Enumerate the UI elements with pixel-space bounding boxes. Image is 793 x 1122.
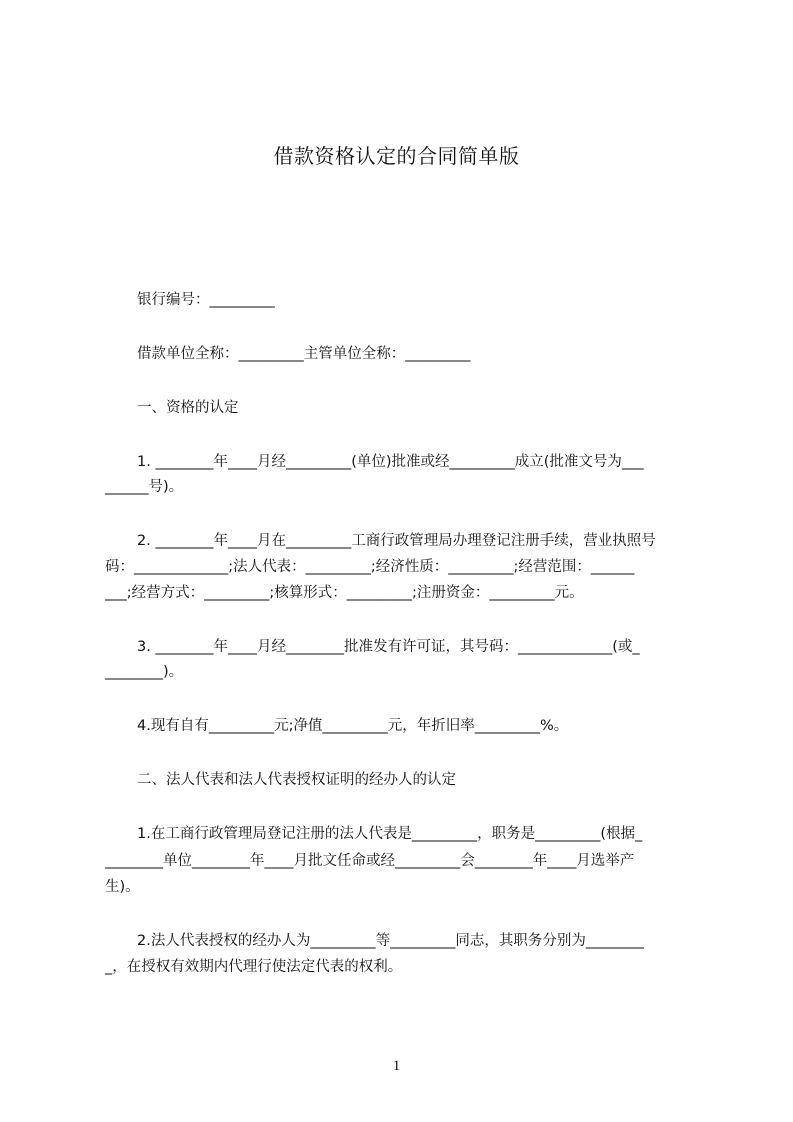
section-2-item-2-line-2: _，在授权有效期内代理行使法定代表的权利。 bbox=[105, 959, 403, 975]
section-2-item-1-line-1: 1.在工商行政管理局登记注册的法人代表是_________，职务是_________(根据_ bbox=[137, 826, 643, 842]
section-1-item-3-line-1: 3. ________年____月经________批准发有许可证，其号码：_____________(或_ bbox=[137, 639, 640, 655]
section-1-item-1-line-2: ______号)。 bbox=[105, 479, 184, 495]
section-2-heading: 二、法人代表和法人代表授权证明的经办人的认定 bbox=[137, 772, 456, 788]
document-title: 借款资格认定的合同简单版 bbox=[273, 144, 520, 168]
section-1-item-4-line-1: 4.现有自有_________元;净值_________元，年折旧率_________%。 bbox=[137, 718, 569, 734]
section-1-item-2-line-2: 码：_____________;法人代表：_________;经济性质：_________;经营范围：______ bbox=[105, 559, 635, 575]
section-2-item-2-line-1: 2.法人代表授权的经办人为_________等_________同志，其职务分别为________ bbox=[137, 933, 644, 949]
section-2-item-1-line-3: 生)。 bbox=[105, 879, 140, 895]
section-2-item-1-line-2: ________单位________年____月批文任命或经_________会________年____月选举产 bbox=[105, 853, 635, 869]
borrower-name-line: 借款单位全称：_________主管单位全称：_________ bbox=[137, 346, 471, 362]
section-1-item-2-line-3: ___;经营方式：_________;核算形式：_________;注册资金：_________元。 bbox=[105, 585, 584, 601]
bank-code-line: 银行编号：_________ bbox=[137, 292, 275, 308]
section-1-item-3-line-2: ________)。 bbox=[105, 664, 184, 680]
section-1-item-1-line-1: 1. ________年____月经_________(单位)批准或经_________成立(批准文号为___ bbox=[137, 454, 644, 470]
page-number: 1 bbox=[392, 1058, 401, 1074]
section-1-heading: 一、资格的认定 bbox=[137, 400, 239, 416]
section-1-item-2-line-1: 2. ________年____月在_________工商行政管理局办理登记注册手续，营业执照号 bbox=[137, 533, 656, 549]
